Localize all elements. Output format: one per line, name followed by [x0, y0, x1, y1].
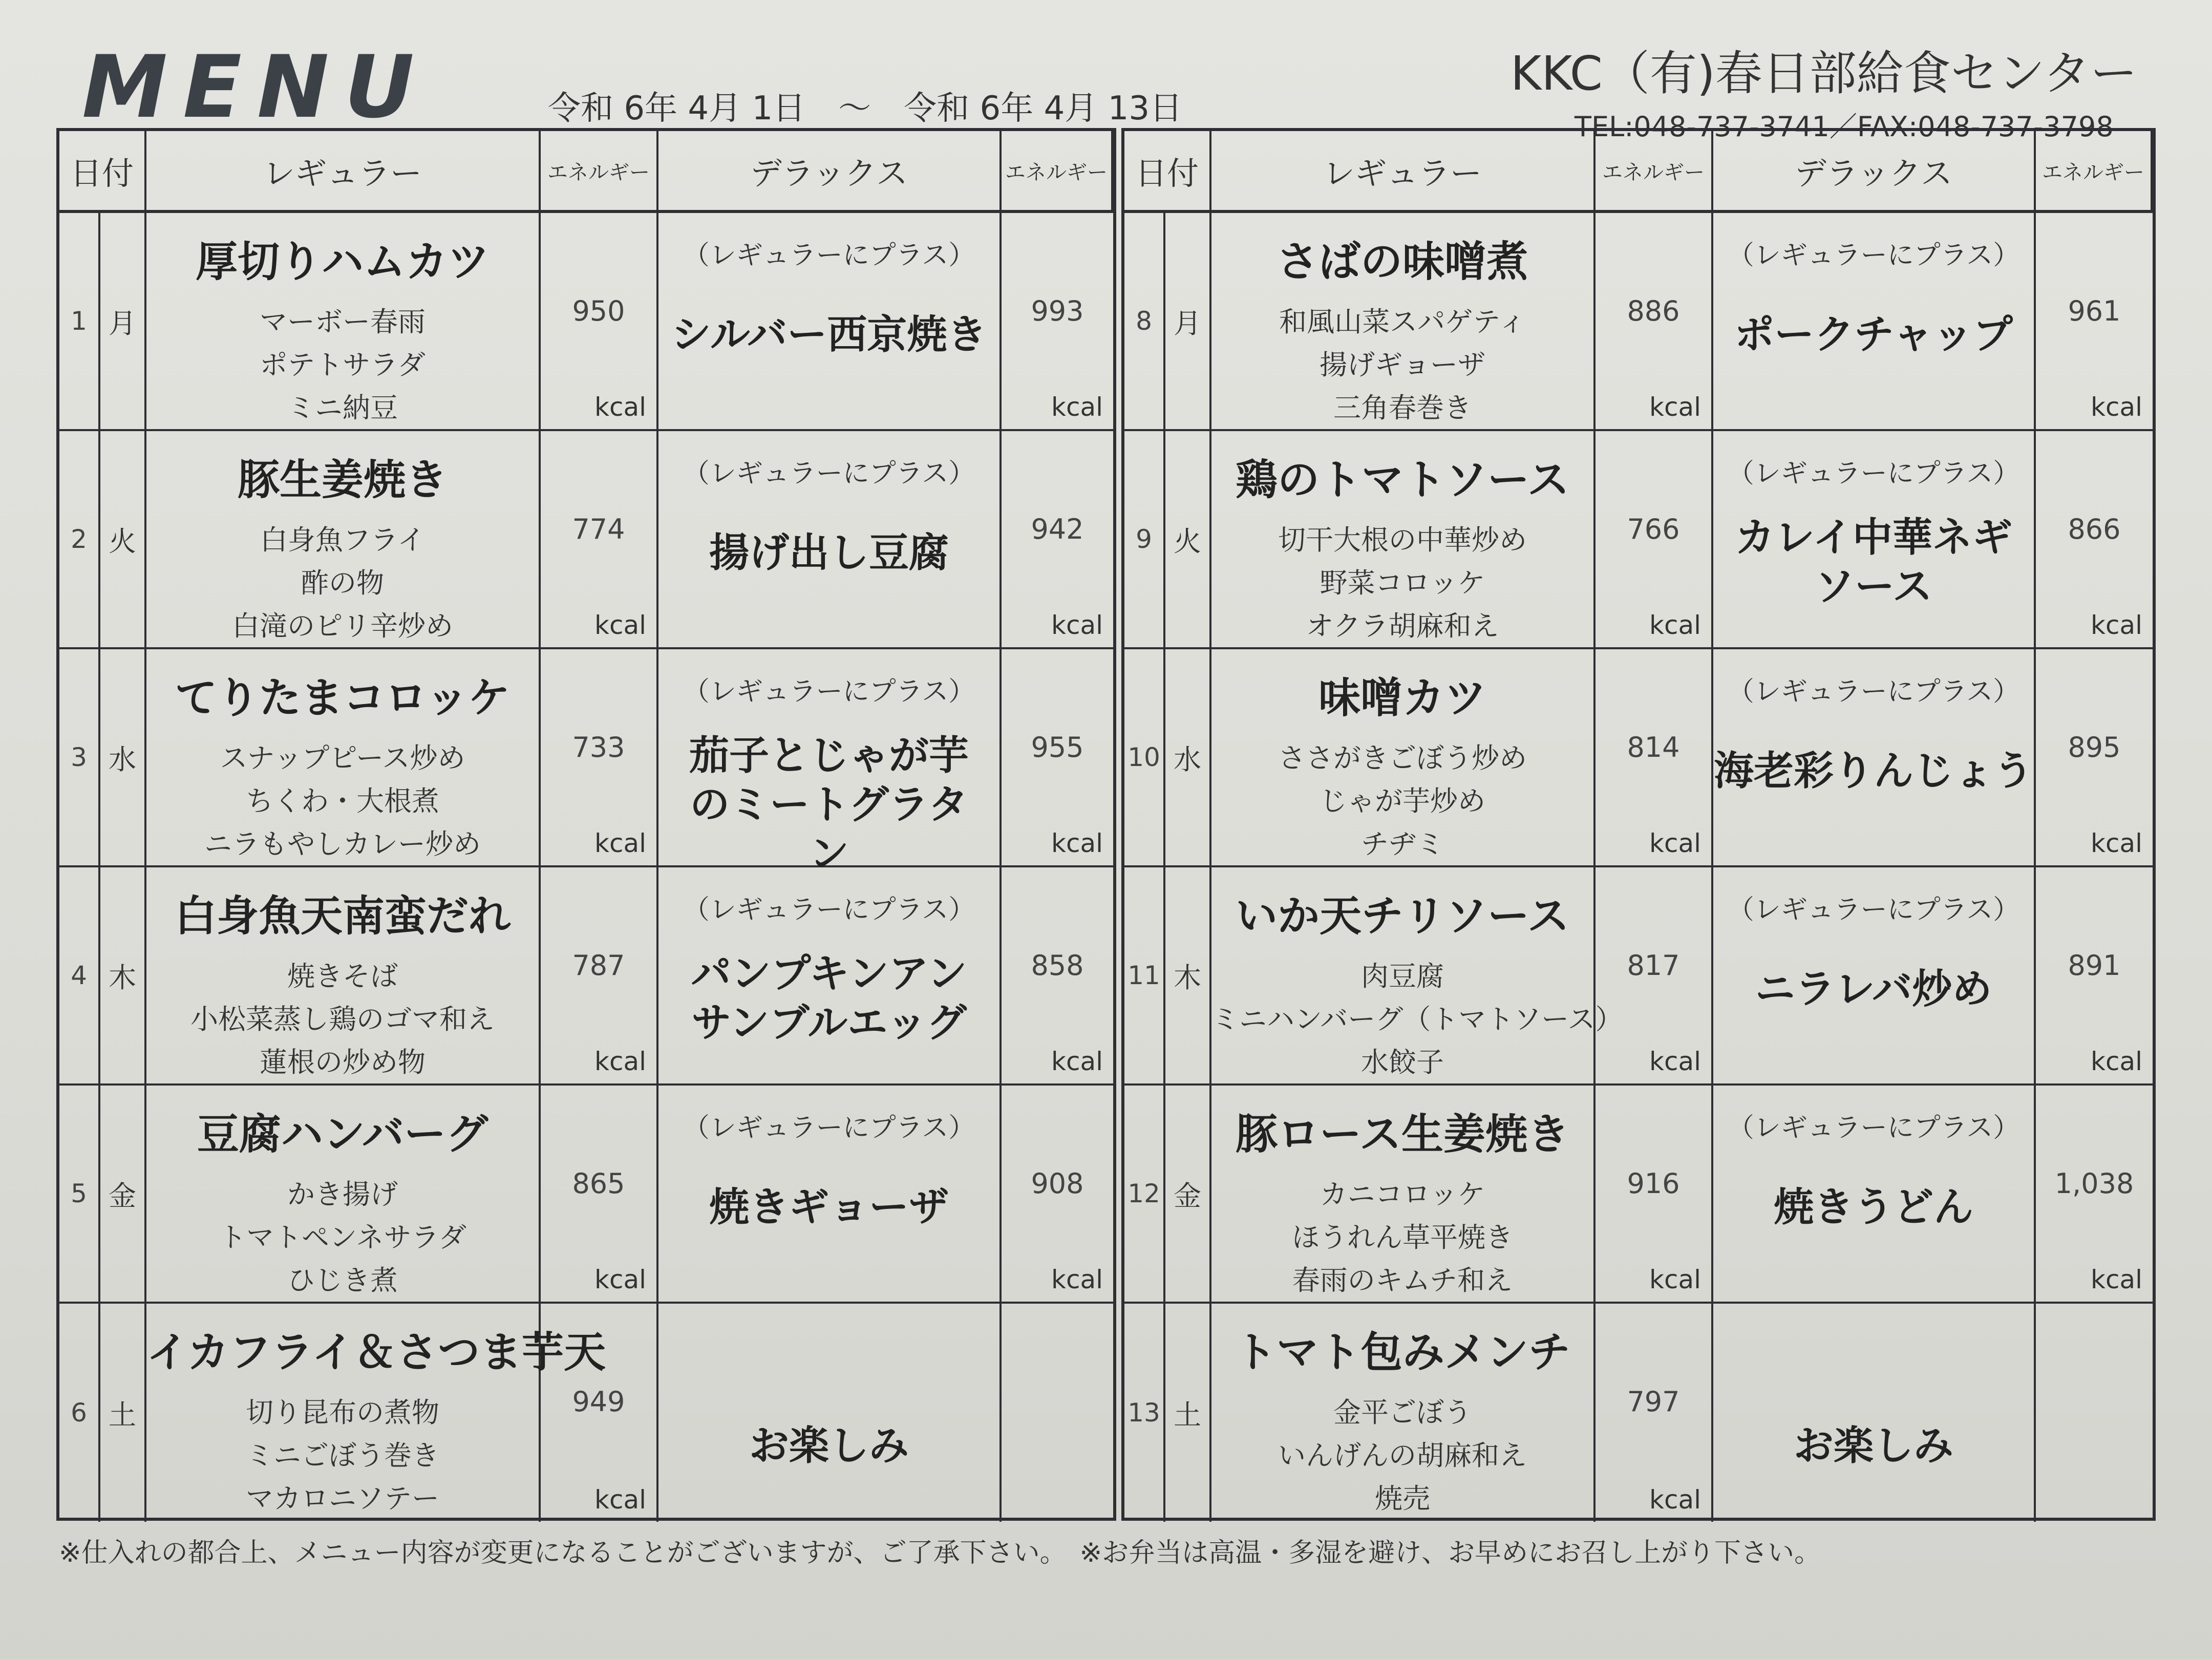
regular-side-dish: 揚げギョーザ — [1320, 349, 1485, 381]
regular-side-dish: 白身魚フライ — [260, 524, 426, 556]
kcal-unit: kcal — [2091, 392, 2142, 422]
kcal-unit: kcal — [594, 1047, 646, 1076]
regular-side-dish: トマトペンネサラダ — [219, 1221, 466, 1253]
regular-energy-cell — [541, 649, 658, 867]
weekday: 月 — [109, 307, 136, 339]
deluxe-kcal-value: 866 — [2068, 513, 2121, 545]
regular-cell — [146, 1086, 541, 1304]
regular-side-dish: 蓮根の炒め物 — [260, 1046, 426, 1078]
kcal-unit: kcal — [1649, 392, 1701, 422]
kcal-unit: kcal — [1649, 1047, 1701, 1076]
deluxe-cell — [1713, 431, 2036, 649]
deluxe-plus-note: （レギュラーにプラス） — [1727, 676, 2020, 707]
deluxe-dish: パンプキンアンサンブルエッグ — [691, 951, 967, 1046]
deluxe-energy-cell — [2036, 431, 2153, 649]
weekday-cell — [100, 1304, 146, 1522]
deluxe-dish: 焼きうどん — [1773, 1184, 1973, 1230]
regular-kcal-value: 797 — [1627, 1386, 1680, 1418]
header-deluxe: デラックス — [1713, 131, 2036, 213]
regular-main-dish: 豚ロース生姜焼き — [1236, 1110, 1569, 1159]
regular-kcal-value: 733 — [572, 731, 625, 763]
day-number: 12 — [1128, 1179, 1160, 1208]
deluxe-cell — [658, 1304, 1002, 1522]
regular-main-dish: さばの味噌煮 — [1276, 238, 1528, 286]
menu-row — [59, 1304, 1113, 1522]
deluxe-dish: ポークチャップ — [1734, 312, 2013, 358]
day-number: 5 — [71, 1179, 87, 1208]
menu-logo: MENU — [82, 37, 430, 137]
regular-energy-cell — [1596, 649, 1713, 867]
menu-row — [1124, 1304, 2153, 1522]
regular-cell — [146, 867, 541, 1086]
day-number: 4 — [71, 961, 87, 990]
deluxe-energy-cell — [2036, 649, 2153, 867]
day-number-cell — [1124, 213, 1165, 431]
weekday: 金 — [109, 1179, 136, 1212]
menu-row — [59, 649, 1113, 877]
regular-cell — [1211, 1086, 1596, 1304]
kcal-unit: kcal — [1051, 610, 1103, 640]
kcal-unit: kcal — [2091, 828, 2142, 858]
day-number: 10 — [1128, 742, 1160, 772]
regular-main-dish: いか天チリソース — [1236, 892, 1569, 941]
regular-side-dish: かき揚げ — [287, 1178, 398, 1210]
deluxe-plus-note: （レギュラーにプラス） — [1727, 1113, 2020, 1143]
weekday-cell — [1165, 867, 1211, 1086]
deluxe-dish: カレイ中華ネギソース — [1734, 515, 2013, 610]
header-energy: エネルギー — [541, 131, 658, 213]
regular-side-dish: ポテトサラダ — [260, 349, 426, 381]
deluxe-plus-note: （レギュラーにプラス） — [683, 1113, 975, 1143]
deluxe-dish: 茄子とじゃが芋のミートグラタン — [689, 733, 969, 877]
regular-side-dish: オクラ胡麻和え — [1306, 610, 1499, 642]
deluxe-plus-note: （レギュラーにプラス） — [1727, 458, 2020, 489]
regular-side-dish: マーボー春雨 — [260, 306, 426, 338]
regular-side-dish: カニコロッケ — [1320, 1178, 1485, 1210]
weekday-cell — [1165, 213, 1211, 431]
deluxe-dish: 海老彩りんじょう — [1713, 748, 2033, 794]
regular-side-dish: 春雨のキムチ和え — [1292, 1264, 1513, 1296]
header-energy-deluxe: エネルギー — [2036, 131, 2153, 213]
regular-side-dish: ちくわ・大根煮 — [246, 785, 439, 817]
regular-energy-cell — [541, 1086, 658, 1304]
company-name: KKC（有)春日部給食センター — [1511, 46, 2138, 101]
header-deluxe: デラックス — [658, 131, 1002, 213]
deluxe-cell — [658, 649, 1002, 877]
weekday: 土 — [109, 1398, 136, 1431]
weekday-cell — [100, 867, 146, 1086]
regular-energy-cell — [1596, 431, 1713, 649]
weekday: 火 — [109, 525, 136, 558]
regular-cell — [1211, 867, 1623, 1086]
day-number-cell — [59, 867, 100, 1086]
regular-side-dish: ひじき煮 — [287, 1264, 398, 1296]
regular-cell — [146, 431, 541, 649]
deluxe-plus-note: （レギュラーにプラス） — [1727, 895, 2020, 925]
weekday-cell — [1165, 1086, 1211, 1304]
regular-main-dish: 白身魚天南蛮だれ — [174, 892, 511, 941]
regular-side-dish: ミニハンバーグ（トマトソース） — [1211, 1003, 1623, 1035]
kcal-unit: kcal — [594, 610, 646, 640]
regular-side-dish: 切り昆布の煮物 — [246, 1396, 439, 1429]
regular-side-dish: ミニ納豆 — [287, 392, 398, 424]
regular-side-dish: ミニごぼう巻き — [246, 1439, 439, 1472]
deluxe-kcal-value: 858 — [1031, 949, 1084, 982]
day-number: 11 — [1128, 961, 1160, 990]
kcal-unit: kcal — [1649, 1485, 1701, 1515]
regular-main-dish: 鶏のトマトソース — [1236, 456, 1569, 504]
deluxe-cell — [658, 431, 1002, 649]
regular-cell — [1211, 649, 1596, 867]
menu-row — [1124, 1086, 2153, 1304]
day-number: 13 — [1128, 1398, 1160, 1428]
regular-cell — [146, 213, 541, 431]
regular-main-dish: トマト包みメンチ — [1234, 1328, 1570, 1377]
day-number-cell — [59, 649, 100, 867]
kcal-unit: kcal — [2091, 610, 2142, 640]
deluxe-plus-note: （レギュラーにプラス） — [683, 458, 975, 489]
menu-row — [1124, 867, 2153, 1086]
kcal-unit: kcal — [594, 1485, 646, 1515]
menu-half-right — [1121, 128, 2156, 1521]
deluxe-cell — [1713, 1304, 2036, 1522]
regular-kcal-value: 886 — [1627, 295, 1680, 327]
regular-side-dish: 焼売 — [1375, 1482, 1430, 1515]
weekday-cell — [100, 1086, 146, 1304]
deluxe-cell — [1713, 867, 2036, 1086]
kcal-unit: kcal — [594, 1265, 646, 1294]
header-regular: レギュラー — [146, 131, 541, 213]
deluxe-energy-cell — [2036, 213, 2153, 431]
regular-side-dish: 三角春巻き — [1333, 392, 1472, 424]
weekday: 水 — [1174, 743, 1201, 776]
deluxe-cell — [1713, 649, 2036, 867]
regular-kcal-value: 949 — [572, 1386, 625, 1418]
menu-row — [59, 213, 1113, 431]
deluxe-cell — [658, 1086, 1002, 1304]
deluxe-dish: ニラレバ炒め — [1755, 966, 1992, 1012]
kcal-unit: kcal — [1051, 1265, 1103, 1294]
deluxe-dish: 揚げ出し豆腐 — [709, 530, 949, 576]
weekday-cell — [1165, 1304, 1211, 1522]
regular-cell — [1211, 213, 1596, 431]
regular-side-dish: じゃが芋炒め — [1320, 785, 1485, 817]
deluxe-dish: お楽しみ — [749, 1423, 909, 1469]
deluxe-plus-note: （レギュラーにプラス） — [1727, 240, 2020, 271]
day-number: 1 — [71, 306, 87, 336]
deluxe-dish: シルバー西京焼き — [671, 312, 987, 358]
menu-table — [56, 128, 2156, 1521]
deluxe-energy-cell — [2036, 1304, 2153, 1522]
regular-kcal-value: 817 — [1627, 949, 1680, 982]
regular-side-dish: 水餃子 — [1361, 1046, 1444, 1078]
regular-side-dish: 和風山菜スパゲティ — [1279, 306, 1526, 338]
regular-energy-cell — [541, 867, 658, 1086]
kcal-unit: kcal — [1649, 610, 1701, 640]
deluxe-energy-cell — [2036, 867, 2153, 1086]
regular-side-dish: 野菜コロッケ — [1320, 567, 1485, 599]
regular-side-dish: スナップピース炒め — [220, 742, 465, 774]
regular-cell — [1211, 431, 1596, 649]
regular-side-dish: ニラもやしカレー炒め — [204, 828, 481, 860]
header-energy-deluxe: エネルギー — [1002, 131, 1113, 213]
regular-side-dish: ささがきごぼう炒め — [1278, 742, 1527, 774]
weekday: 木 — [1174, 961, 1201, 994]
deluxe-kcal-value: 1,038 — [2054, 1167, 2134, 1200]
day-number: 3 — [71, 742, 87, 772]
regular-energy-cell — [541, 1304, 658, 1522]
deluxe-kcal-value: 955 — [1031, 731, 1084, 763]
footer-note: ※仕入れの都合上、メニュー内容が変更になることがございますが、ご了承下さい。 ※お弁当は高温・多湿を避け、お早めにお召し上がり下さい。 — [59, 1538, 1821, 1568]
header-date: 日付 — [1124, 131, 1211, 213]
regular-kcal-value: 774 — [572, 513, 625, 545]
regular-energy-cell — [1596, 1086, 1713, 1304]
header-date: 日付 — [59, 131, 146, 213]
regular-kcal-value: 865 — [572, 1167, 625, 1200]
regular-cell — [1211, 1304, 1596, 1522]
regular-side-dish: 酢の物 — [301, 567, 384, 599]
deluxe-energy-cell — [1002, 213, 1113, 431]
day-number-cell — [59, 1086, 100, 1304]
weekday-cell — [100, 649, 146, 867]
day-number-cell — [1124, 867, 1165, 1086]
kcal-unit: kcal — [1051, 1047, 1103, 1076]
weekday-cell — [1165, 649, 1211, 867]
kcal-unit: kcal — [2091, 1047, 2142, 1076]
header-regular: レギュラー — [1211, 131, 1596, 213]
regular-energy-cell — [541, 431, 658, 649]
regular-side-dish: 焼きそば — [287, 960, 398, 992]
day-number-cell — [1124, 1304, 1165, 1522]
deluxe-cell — [1713, 1086, 2036, 1304]
deluxe-kcal-value: 993 — [1031, 295, 1084, 327]
regular-side-dish: 小松菜蒸し鶏のゴマ和え — [190, 1003, 495, 1035]
kcal-unit: kcal — [594, 392, 646, 422]
deluxe-kcal-value: 891 — [2068, 949, 2121, 982]
regular-main-dish: てりたまコロッケ — [175, 674, 511, 722]
weekday: 水 — [109, 743, 136, 776]
regular-main-dish: イカフライ＆さつま芋天 — [146, 1328, 606, 1377]
regular-energy-cell — [1596, 1304, 1713, 1522]
menu-half-left — [56, 128, 1116, 1521]
company-contact: TEL:048-737-3741／FAX:048-737-3798 — [1575, 111, 2114, 143]
deluxe-plus-note: （レギュラーにプラス） — [683, 676, 975, 707]
weekday: 土 — [1174, 1398, 1201, 1431]
day-number-cell — [1124, 1086, 1165, 1304]
day-number: 2 — [71, 524, 87, 554]
regular-kcal-value: 766 — [1627, 513, 1680, 545]
day-number-cell — [59, 431, 100, 649]
regular-kcal-value: 916 — [1627, 1167, 1680, 1200]
weekday: 金 — [1174, 1179, 1201, 1212]
regular-main-dish: 厚切りハムカツ — [195, 238, 490, 286]
deluxe-energy-cell — [1002, 649, 1113, 867]
weekday: 火 — [1174, 525, 1201, 558]
weekday-cell — [100, 213, 146, 431]
regular-side-dish: 切干大根の中華炒め — [1278, 524, 1527, 556]
regular-main-dish: 味噌カツ — [1318, 674, 1486, 722]
day-number-cell — [59, 213, 100, 431]
deluxe-cell — [658, 213, 1002, 431]
day-number: 6 — [71, 1398, 87, 1428]
kcal-unit: kcal — [1051, 392, 1103, 422]
kcal-unit: kcal — [1649, 828, 1701, 858]
regular-main-dish: 豚生姜焼き — [237, 456, 448, 504]
menu-row — [1124, 213, 2153, 431]
deluxe-kcal-value: 942 — [1031, 513, 1084, 545]
menu-period: 令和 6年 4月 1日 ～ 令和 6年 4月 13日 — [548, 90, 1183, 127]
deluxe-dish: 焼きギョーザ — [709, 1184, 949, 1230]
day-number-cell — [1124, 431, 1165, 649]
weekday: 月 — [1174, 307, 1201, 339]
deluxe-energy-cell — [1002, 867, 1113, 1086]
day-number: 9 — [1136, 524, 1152, 554]
deluxe-kcal-value: 961 — [2068, 295, 2121, 327]
deluxe-plus-note: （レギュラーにプラス） — [683, 240, 975, 271]
menu-row — [1124, 431, 2153, 649]
weekday-cell — [1165, 431, 1211, 649]
menu-row — [59, 867, 1113, 1086]
kcal-unit: kcal — [594, 828, 646, 858]
regular-side-dish: いんげんの胡麻和え — [1278, 1439, 1527, 1472]
deluxe-plus-note: （レギュラーにプラス） — [683, 895, 975, 925]
kcal-unit: kcal — [1649, 1265, 1701, 1294]
deluxe-kcal-value: 908 — [1031, 1167, 1084, 1200]
menu-row — [1124, 649, 2153, 867]
regular-energy-cell — [1596, 867, 1713, 1086]
deluxe-energy-cell — [2036, 1086, 2153, 1304]
deluxe-energy-cell — [1002, 431, 1113, 649]
regular-energy-cell — [1596, 213, 1713, 431]
regular-kcal-value: 950 — [572, 295, 625, 327]
menu-row — [59, 1086, 1113, 1304]
deluxe-energy-cell — [1002, 1304, 1113, 1522]
regular-side-dish: 肉豆腐 — [1361, 960, 1444, 992]
deluxe-cell — [658, 867, 1002, 1086]
kcal-unit: kcal — [1051, 828, 1103, 858]
regular-side-dish: ほうれん草平焼き — [1292, 1221, 1513, 1253]
day-number-cell — [59, 1304, 100, 1522]
regular-side-dish: チヂミ — [1361, 828, 1444, 860]
day-number: 8 — [1136, 306, 1152, 336]
regular-main-dish: 豆腐ハンバーグ — [197, 1110, 488, 1159]
regular-cell — [146, 649, 541, 867]
deluxe-energy-cell — [1002, 1086, 1113, 1304]
deluxe-kcal-value: 895 — [2068, 731, 2121, 763]
header-energy: エネルギー — [1596, 131, 1713, 213]
regular-side-dish: 金平ごぼう — [1333, 1396, 1472, 1429]
weekday: 木 — [109, 961, 136, 994]
deluxe-dish: お楽しみ — [1793, 1423, 1953, 1469]
day-number-cell — [1124, 649, 1165, 867]
regular-side-dish: マカロニソテー — [246, 1482, 439, 1515]
regular-kcal-value: 814 — [1627, 731, 1680, 763]
regular-side-dish: 白滝のピリ辛炒め — [232, 610, 453, 642]
regular-energy-cell — [541, 213, 658, 431]
menu-row — [59, 431, 1113, 649]
kcal-unit: kcal — [2091, 1265, 2142, 1294]
deluxe-cell — [1713, 213, 2036, 431]
regular-kcal-value: 787 — [572, 949, 625, 982]
weekday-cell — [100, 431, 146, 649]
